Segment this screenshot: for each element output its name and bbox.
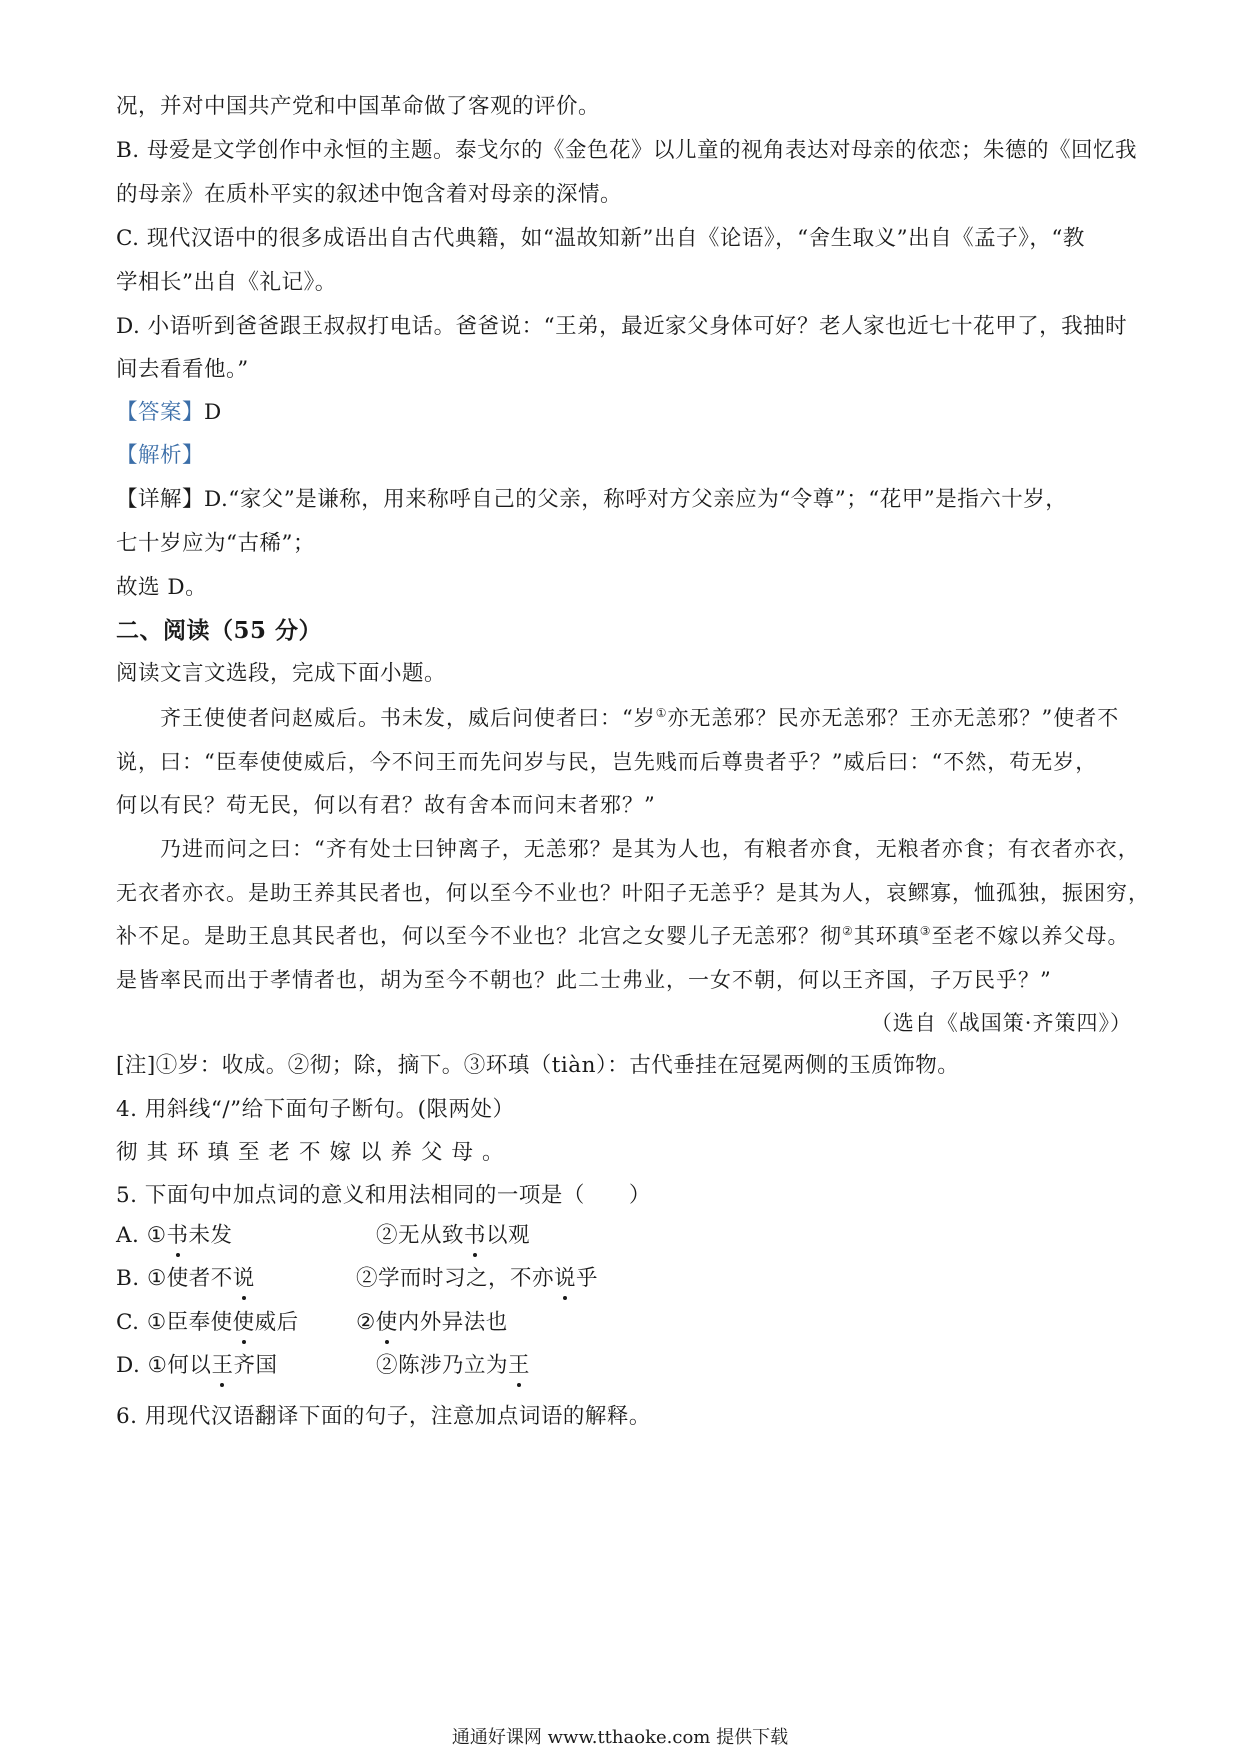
dotted-word: 使 [233, 1308, 255, 1338]
question-4-sentence: 彻其环瑱至老不嫁以养父母。 [116, 1140, 513, 1165]
dotted-word: 说 [554, 1264, 576, 1294]
option-text: ①臣奉使 [146, 1310, 233, 1335]
passage-p2-line3 [116, 921, 1136, 951]
option-text: 齐国 [233, 1353, 278, 1378]
option-letter: A. [116, 1223, 140, 1248]
option-letter: B. [116, 1266, 140, 1291]
passage-p2-line2: 无衣者亦衣。是助王养其民者也，何以至今不业也？叶阳子无恙乎？是其为人，哀鳏寡，恤孤独，振困穷， [116, 881, 1150, 905]
dotted-word: 书 [167, 1221, 189, 1251]
answer-value: D [204, 400, 222, 425]
dotted-word: 书 [464, 1221, 486, 1251]
option-b-line2: 的母亲》在质朴平实的叙述中饱含着对母亲的深情。 [116, 182, 623, 207]
option-text: ①使者不 [146, 1266, 233, 1291]
option-text: ① [146, 1223, 167, 1248]
question-5-option-b [116, 1264, 1136, 1294]
dotted-word: 说 [233, 1264, 255, 1294]
passage-text: 补不足。是助王息其民者也，何以至今不业也？北宫之女婴儿子无恙邪？彻 [116, 924, 842, 948]
question-5-option-a [116, 1221, 1136, 1251]
note-marker: ③ [919, 924, 932, 938]
option-c-line2: 学相长”出自《礼记》。 [116, 270, 337, 295]
passage-source: （选自《战国策·齐策四》） [870, 1011, 1132, 1035]
passage-p1-line2: 说，曰：“臣奉使使威后，今不问王而先问岁与民，岂先贱而后尊贵者乎？”威后曰：“不然，苟无岁， [116, 750, 1098, 774]
option-c-line1: C. 现代汉语中的很多成语出自古代典籍，如“温故知新”出自《论语》，“舍生取义”出自《孟子》，“教 [116, 226, 1085, 251]
passage-p1-line1 [160, 703, 1136, 733]
passage-p2-line1: 乃进而问之曰：“齐有处士曰钟离子，无恙邪？是其为人也，有粮者亦食，无粮者亦食；有衣者亦衣， [160, 837, 1140, 861]
passage-text: 亦无恙邪？民亦无恙邪？王亦无恙邪？”使者不 [667, 706, 1120, 730]
passage-text: 齐王使使者问赵威后。书未发，威后问使者曰：“岁 [160, 706, 656, 730]
analysis-label: 【解析】 [116, 443, 205, 468]
option-text: 乎 [576, 1266, 599, 1291]
option-text: 以观 [486, 1223, 531, 1248]
option-text: ②陈涉乃立为 [376, 1353, 509, 1378]
option-text: 威后 [254, 1310, 299, 1335]
question-5-option-d [116, 1351, 1136, 1381]
option-letter: D. [116, 1353, 141, 1378]
option-a-continued: 况，并对中国共产党和中国革命做了客观的评价。 [116, 94, 601, 119]
question-5-prompt: 5. 下面句中加点词的意义和用法相同的一项是（ ） [116, 1183, 651, 1208]
passage-p2-line4: 是皆率民而出于孝情者也，胡为至今不朝也？此二士弗业，一女不朝，何以王齐国，子万民乎？” [116, 968, 1052, 992]
option-text: 内外异法也 [397, 1310, 508, 1335]
option-d-line2: 间去看看他。” [116, 357, 249, 382]
question-6-prompt: 6. 用现代汉语翻译下面的句子，注意加点词语的解释。 [116, 1404, 651, 1429]
answer-line [116, 398, 1136, 428]
option-text: ①何以 [147, 1353, 212, 1378]
detail-line2: 七十岁应为“古稀”； [116, 531, 315, 556]
section-heading: 二、阅读（55 分） [116, 617, 323, 644]
answer-label: 【答案】 [116, 400, 205, 425]
option-letter: C. [116, 1310, 140, 1335]
analysis-line [116, 441, 1136, 471]
passage-text: 其环瑱 [853, 924, 920, 948]
dotted-word: 使 [376, 1308, 398, 1338]
option-text: ②无从致 [376, 1223, 465, 1248]
detail-line3: 故选 D。 [116, 575, 208, 600]
note-marker: ① [655, 706, 668, 720]
dotted-word: 王 [211, 1351, 233, 1381]
option-text: ② [356, 1310, 376, 1335]
detail-line1: 【详解】D.“家父”是谦称，用来称呼自己的父亲，称呼对方父亲应为“令尊”；“花甲”是指六十岁， [116, 487, 1068, 512]
option-text: ②学而时习之，不亦 [356, 1266, 555, 1291]
question-5-option-c [116, 1308, 1136, 1338]
dotted-word: 王 [508, 1351, 530, 1381]
passage-p1-line3: 何以有民？苟无民，何以有君？故有舍本而问末者邪？” [116, 793, 656, 817]
option-b-line1: B. 母爱是文学创作中永恒的主题。泰戈尔的《金色花》以儿童的视角表达对母亲的依恋；朱德的《回忆我 [116, 138, 1137, 163]
note-marker: ② [842, 924, 854, 938]
reading-intro: 阅读文言文选段，完成下面小题。 [116, 661, 447, 686]
option-d-line1: D. 小语听到爸爸跟王叔叔打电话。爸爸说：“王弟，最近家父身体可好？老人家也近七十花甲了，我抽时 [116, 314, 1128, 339]
footer-watermark: 通通好课网 www.tthaoke.com 提供下载 [451, 1727, 789, 1748]
passage-text: 至老不嫁以养父母。 [931, 924, 1130, 948]
annotation-note: [注]①岁：收成。②彻；除，摘下。③环瑱（tiàn）：古代垂挂在冠冕两侧的玉质饰物。 [116, 1053, 960, 1078]
question-4-prompt: 4. 用斜线“/”给下面句子断句。(限两处） [116, 1097, 515, 1122]
option-text: 未发 [188, 1223, 233, 1248]
